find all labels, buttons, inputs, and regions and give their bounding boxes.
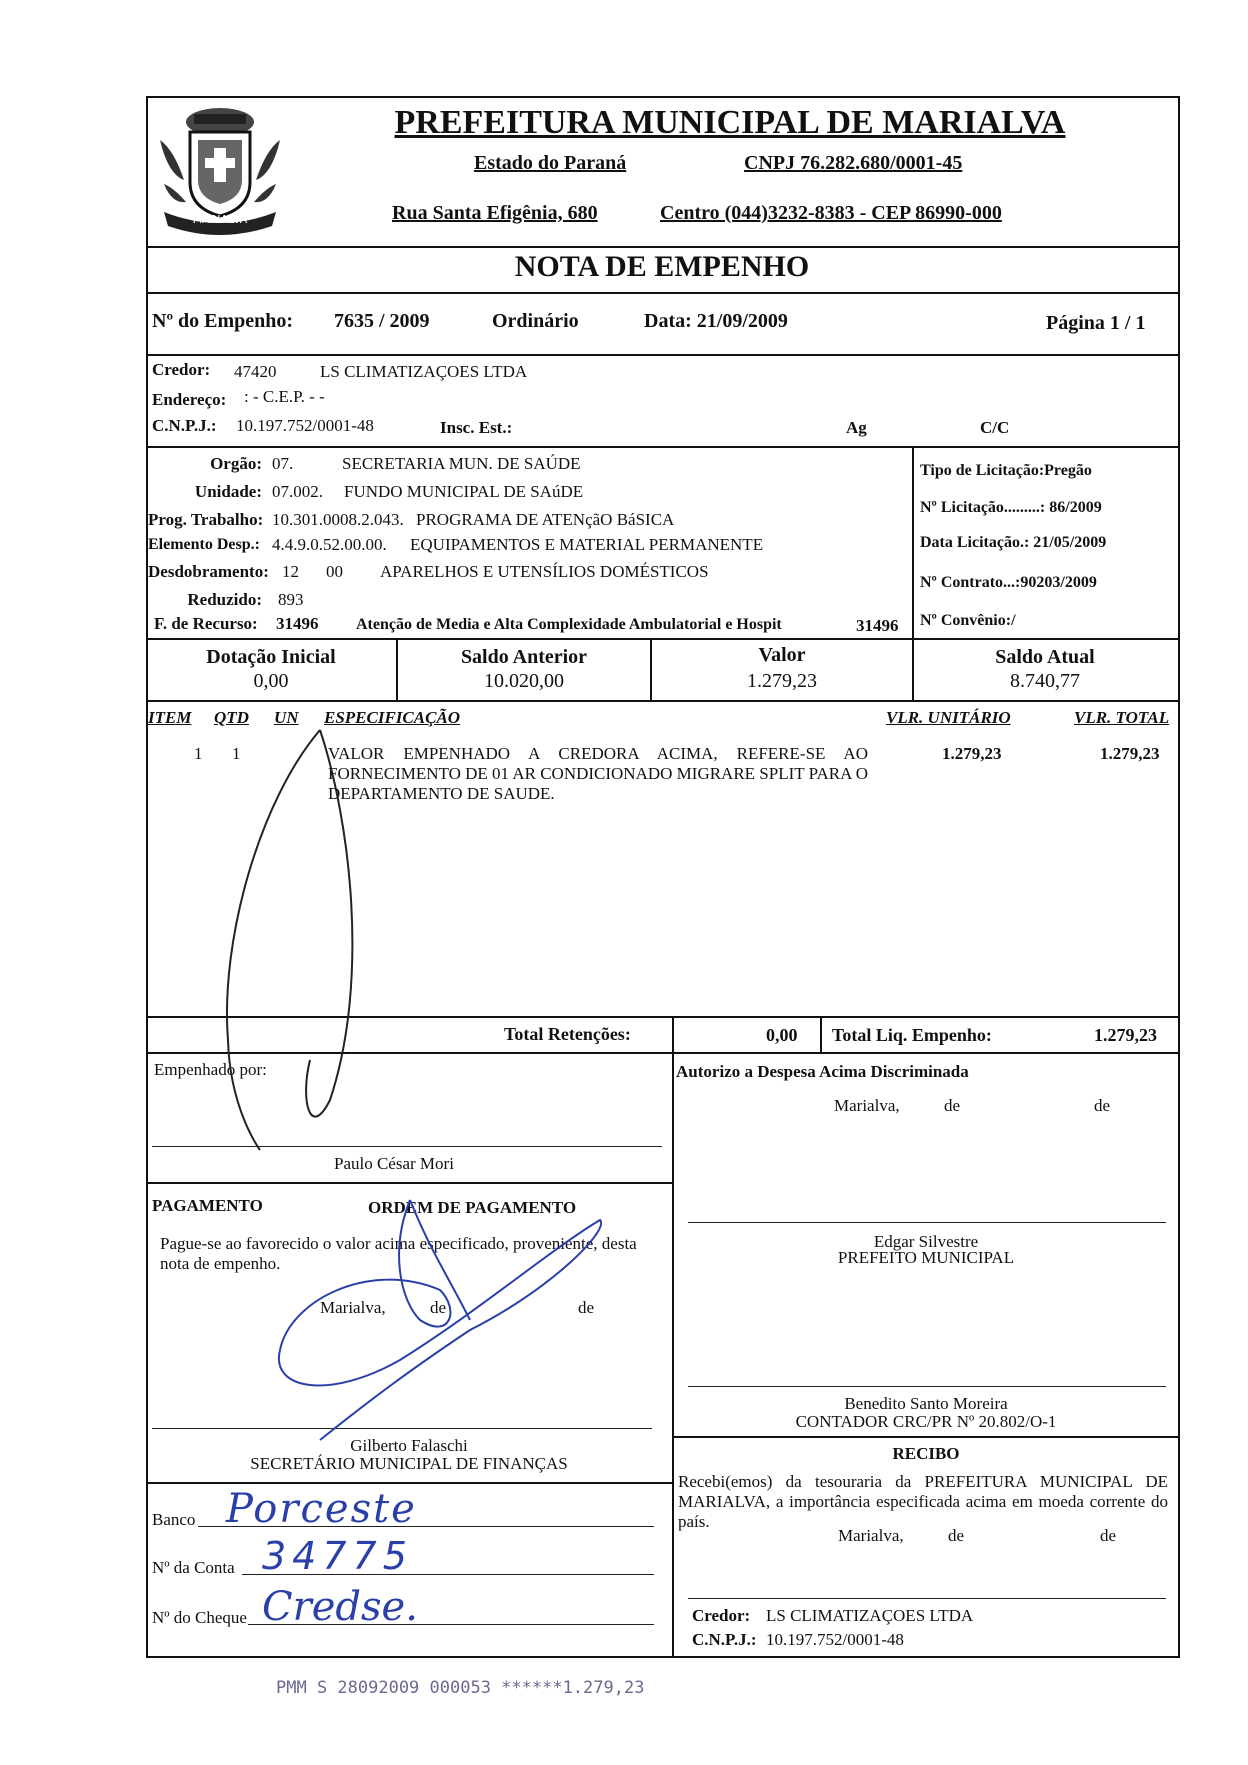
autorizo-de-2: de: [1094, 1096, 1111, 1115]
desdobramento-b: 00: [326, 562, 343, 581]
cnpj-value: 10.197.752/0001-48: [236, 416, 374, 435]
recibo-credor-name: LS CLIMATIZAÇOES LTDA: [766, 1606, 974, 1625]
item-spec-line-2: FORNECIMENTO DE 01 AR CONDICIONADO MIGRARE SPLIT PARA O: [328, 764, 868, 783]
pagamento-text-2: nota de empenho.: [160, 1254, 281, 1273]
recibo-title: RECIBO: [892, 1444, 960, 1463]
saldo-anterior-value: 10.020,00: [484, 670, 564, 692]
col-qtd: QTD: [214, 708, 249, 727]
autorizo-city: Marialva,: [834, 1096, 900, 1115]
item-number: 1: [194, 744, 203, 763]
item-spec-line-1: VALOR EMPENHADO A CREDORA ACIMA, REFERE-SE AO: [328, 744, 868, 763]
fonte-code-2: 31496: [856, 616, 899, 635]
banco-handwritten: Porceste: [226, 1486, 417, 1532]
pagamento-city: Marialva,: [320, 1298, 386, 1317]
crest-logo: [150, 100, 290, 238]
col-item: ITEM: [148, 708, 192, 727]
orgao-name: SECRETARIA MUN. DE SAÚDE: [342, 454, 581, 473]
pagamento-text-1: Pague-se ao favorecido o valor acima especificado, proveniente, desta: [160, 1234, 637, 1253]
dotacao-inicial-label: Dotação Inicial: [206, 646, 336, 668]
valor-value: 1.279,23: [747, 670, 817, 692]
orgao-code: 07.: [272, 454, 294, 473]
recibo-text-2: MARIALVA, a importância especificada acima em moeda corrente do: [678, 1492, 1168, 1511]
recibo-city: Marialva,: [838, 1526, 904, 1545]
conta-label: Nº da Conta: [152, 1558, 235, 1577]
unidade-name: FUNDO MUNICIPAL DE SAúDE: [344, 482, 584, 501]
signature-empenho: [200, 720, 400, 1160]
header-address: Rua Santa Efigênia, 680: [392, 202, 598, 224]
ordem-pagamento-label: ORDEM DE PAGAMENTO: [368, 1198, 577, 1217]
total-retencoes-label: Total Retenções:: [504, 1024, 631, 1044]
col-especificacao: ESPECIFICAÇÃO: [324, 708, 461, 727]
desdobramento-a: 12: [282, 562, 299, 581]
endereco-value: : - C.E.P. - -: [244, 387, 325, 406]
autorizo-label: Autorizo a Despesa Acima Discriminada: [676, 1062, 969, 1081]
saldo-atual-value: 8.740,77: [1010, 670, 1080, 692]
prog-code: 10.301.0008.2.043.: [272, 510, 404, 529]
credor-name: LS CLIMATIZAÇOES LTDA: [320, 362, 528, 381]
elemento-name: EQUIPAMENTOS E MATERIAL PERMANENTE: [410, 535, 764, 554]
item-unit-value: 1.279,23: [942, 744, 1002, 763]
cc-label: C/C: [980, 418, 1010, 437]
header-address-rest: Centro (044)3232-8383 - CEP 86990-000: [660, 202, 1002, 224]
conta-handwritten: 34775: [262, 1534, 413, 1578]
total-liq-value: 1.279,23: [1094, 1025, 1157, 1045]
header-cnpj: CNPJ 76.282.680/0001-45: [744, 152, 963, 174]
cnpj-label: C.N.P.J.:: [152, 416, 217, 435]
insc-label: Insc. Est.:: [440, 418, 513, 437]
pagamento-de-1: de: [430, 1298, 447, 1317]
licitacao-data: Data Licitação.: 21/05/2009: [920, 534, 1107, 551]
credor-label: Credor:: [152, 360, 211, 379]
document-title: NOTA DE EMPENHO: [514, 250, 810, 283]
desdobramento-label: Desdobramento:: [148, 562, 269, 581]
pagamento-de-2: de: [578, 1298, 595, 1317]
col-un: UN: [274, 708, 299, 727]
cashier-stamp: PMM S 28092009 000053 ******1.279,23: [276, 1678, 645, 1698]
unidade-label: Unidade:: [194, 482, 262, 501]
fonte-name: Atenção de Media e Alta Complexidade Ambulatorial e Hospit: [356, 616, 782, 633]
recibo-cnpj-label: C.N.P.J.:: [692, 1630, 757, 1649]
saldo-atual-label: Saldo Atual: [995, 646, 1095, 668]
prefeito-name: Edgar Silvestre: [873, 1232, 979, 1251]
item-total-value: 1.279,23: [1100, 744, 1160, 763]
banco-label: Banco: [152, 1510, 196, 1529]
fonte-label: F. de Recurso:: [154, 614, 258, 633]
contador-name: Benedito Santo Moreira: [844, 1394, 1008, 1413]
col-vlr-total: VLR. TOTAL: [1074, 708, 1170, 727]
empenhado-por-label: Empenhado por:: [154, 1060, 267, 1079]
item-qtd: 1: [232, 744, 241, 763]
licitacao-contrato: Nº Contrato...:90203/2009: [920, 574, 1097, 591]
empenho-number: 7635 / 2009: [334, 310, 430, 332]
cheque-handwritten: Credse.: [262, 1584, 418, 1630]
recibo-text-1: Recebi(emos) da tesouraria da PREFEITURA MUNICIPAL DE: [678, 1472, 1168, 1491]
credor-code: 47420: [234, 362, 277, 381]
contador-title: CONTADOR CRC/PR Nº 20.802/O-1: [795, 1412, 1057, 1431]
col-vlr-unitario: VLR. UNITÁRIO: [886, 708, 1011, 727]
empenho-date: Data: 21/09/2009: [644, 310, 788, 332]
licitacao-numero: Nº Licitação.........: 86/2009: [920, 499, 1102, 516]
secretario-title: SECRETÁRIO MUNICIPAL DE FINANÇAS: [250, 1454, 568, 1473]
licitacao-convenio: Nº Convênio:/: [920, 612, 1016, 629]
saldo-anterior-label: Saldo Anterior: [460, 646, 588, 668]
elemento-label: Elemento Desp.:: [148, 536, 260, 553]
svg-text:MARIALVA: MARIALVA: [192, 213, 248, 226]
page-number: Página 1 / 1: [1046, 312, 1146, 334]
prog-label: Prog. Trabalho:: [148, 510, 264, 529]
empenhado-por-name: Paulo César Mori: [334, 1154, 454, 1173]
recibo-cnpj-value: 10.197.752/0001-48: [766, 1630, 904, 1649]
recibo-credor-label: Credor:: [692, 1606, 751, 1625]
desdobramento-name: APARELHOS E UTENSÍLIOS DOMÉSTICOS: [380, 562, 709, 581]
total-liq-label: Total Liq. Empenho:: [832, 1025, 992, 1045]
empenho-number-label: Nº do Empenho:: [152, 310, 294, 332]
ag-label: Ag: [846, 418, 867, 437]
pagamento-label: PAGAMENTO: [152, 1196, 263, 1215]
recibo-de-2: de: [1100, 1526, 1117, 1545]
licitacao-tipo: Tipo de Licitação:Pregão: [920, 462, 1092, 479]
endereco-label: Endereço:: [152, 390, 227, 409]
dotacao-inicial-value: 0,00: [253, 670, 289, 692]
autorizo-de-1: de: [944, 1096, 961, 1115]
recibo-de-1: de: [948, 1526, 965, 1545]
empenho-type: Ordinário: [492, 310, 579, 332]
reduzido-value: 893: [278, 590, 304, 609]
prefeito-title: PREFEITO MUNICIPAL: [837, 1248, 1015, 1267]
header-state: Estado do Paraná: [474, 152, 627, 174]
valor-label: Valor: [758, 644, 806, 666]
secretario-name: Gilberto Falaschi: [350, 1436, 468, 1455]
item-spec-line-3: DEPARTAMENTO DE SAUDE.: [328, 784, 555, 803]
fonte-code: 31496: [276, 614, 319, 633]
page-title: PREFEITURA MUNICIPAL DE MARIALVA: [394, 104, 1066, 141]
reduzido-label: Reduzido:: [187, 590, 262, 609]
total-retencoes-value: 0,00: [766, 1025, 798, 1045]
signature-ordem: [250, 1190, 630, 1470]
recibo-text-3: país.: [678, 1512, 710, 1531]
prog-name: PROGRAMA DE ATENçãO BáSICA: [416, 510, 675, 529]
cheque-label: Nº do Cheque: [152, 1608, 247, 1627]
unidade-code: 07.002.: [272, 482, 323, 501]
elemento-code: 4.4.9.0.52.00.00.: [272, 535, 387, 554]
orgao-label: Orgão:: [210, 454, 262, 473]
